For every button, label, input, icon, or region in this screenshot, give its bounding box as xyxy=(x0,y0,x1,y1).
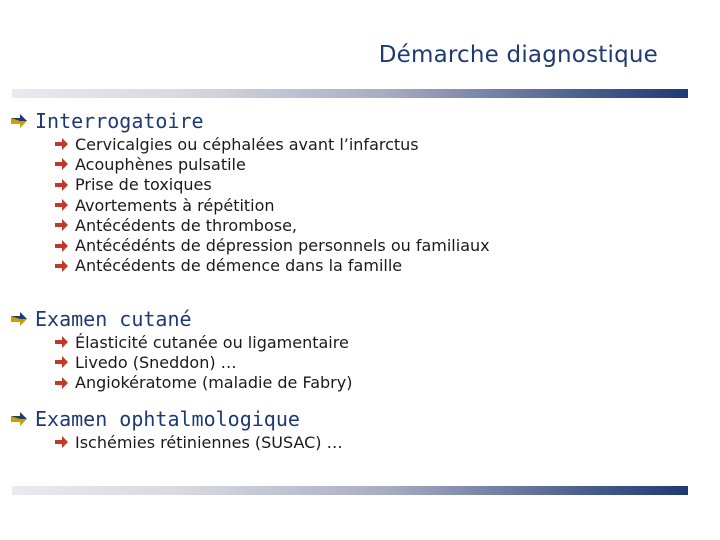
arrow-right-icon xyxy=(55,356,68,368)
list-item: Antécédents de démence dans la famille xyxy=(55,256,490,276)
bullet-list xyxy=(10,134,490,276)
section-title: Examen ophtalmologique xyxy=(35,407,300,431)
arrow-right-icon xyxy=(55,179,68,191)
list-item: Antécédents de thrombose, xyxy=(55,215,490,235)
arrow-right-icon xyxy=(55,240,68,252)
arrow-right-icon xyxy=(55,138,68,150)
arrow-right-icon xyxy=(55,336,68,348)
section-bullet-icon xyxy=(10,410,28,428)
list-item: Antécédénts de dépression personnels ou familiaux xyxy=(55,235,490,255)
section-interrogatoire xyxy=(10,108,490,276)
list-item: Livedo (Sneddon) … xyxy=(55,352,352,372)
section-examen-cutane xyxy=(10,306,352,393)
arrow-right-icon xyxy=(55,377,68,389)
arrow-right-icon xyxy=(55,219,68,231)
list-item: Élasticité cutanée ou ligamentaire xyxy=(55,332,352,352)
section-bullet-icon xyxy=(10,310,28,328)
section-examen-ophtalmologique xyxy=(10,406,343,452)
arrow-right-icon xyxy=(55,199,68,211)
section-bullet-icon xyxy=(10,112,28,130)
slide-title: Démarche diagnostique xyxy=(378,42,658,68)
list-item: Acouphènes pulsatile xyxy=(55,154,490,174)
arrow-right-icon xyxy=(55,158,68,170)
top-divider xyxy=(12,89,688,98)
list-item: Ischémies rétiniennes (SUSAC) … xyxy=(55,432,343,452)
list-item: Cervicalgies ou céphalées avant l’infarctus xyxy=(55,134,490,154)
section-title: Interrogatoire xyxy=(35,109,204,133)
bullet-list xyxy=(10,432,343,452)
list-item: Angiokératome (maladie de Fabry) xyxy=(55,373,352,393)
arrow-right-icon xyxy=(55,436,68,448)
bottom-divider xyxy=(12,486,688,495)
section-title: Examen cutané xyxy=(35,307,192,331)
list-item: Prise de toxiques xyxy=(55,175,490,195)
bullet-list xyxy=(10,332,352,393)
list-item: Avortements à répétition xyxy=(55,195,490,215)
arrow-right-icon xyxy=(55,260,68,272)
